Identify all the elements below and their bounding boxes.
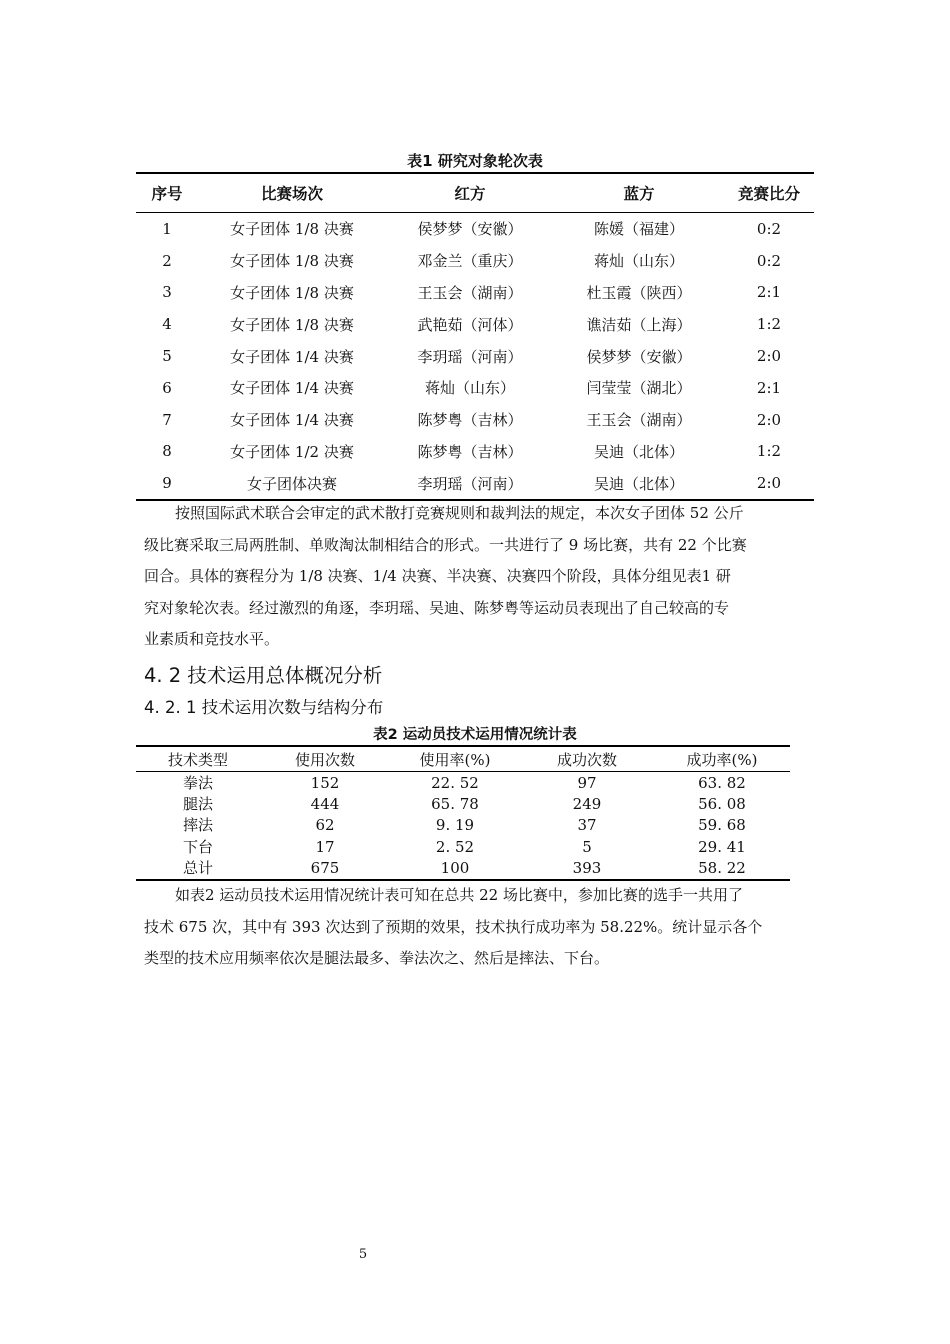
table-cell: 17: [315, 837, 335, 856]
paragraph-line: 如表2 运动员技术运用情况统计表可知在总共 22 场比赛中，参加比赛的选手一共用了: [175, 886, 743, 904]
table-row: [136, 436, 814, 468]
table-row: [136, 815, 790, 836]
paragraph-2: [144, 880, 810, 975]
table-cell: 女子团体 1/8 决赛: [230, 283, 354, 302]
table-cell: 97: [577, 773, 597, 792]
table-cell: 吴迪（北体）: [593, 442, 684, 461]
table-cell: 5: [582, 837, 592, 856]
table-cell: 6: [162, 378, 172, 397]
table-cell: 2: [162, 251, 172, 270]
table-cell: 22. 52: [431, 773, 479, 792]
table-cell: 37: [577, 816, 597, 835]
table-cell: 7: [162, 410, 172, 429]
table1-header-cell: 比赛场次: [198, 173, 386, 213]
table-cell: 249: [572, 795, 602, 814]
table-cell: 100: [440, 859, 470, 878]
table-cell: 总计: [182, 859, 213, 878]
table-cell: 1: [162, 219, 172, 238]
table-cell: 闫莹莹（湖北）: [586, 379, 692, 398]
table2-header-cell: 成功次数: [520, 746, 654, 772]
table-row: [136, 245, 814, 277]
table-cell: 8: [162, 442, 172, 461]
table-cell: 1:2: [756, 442, 782, 461]
table-cell: 2:1: [756, 378, 782, 397]
table-cell: 29. 41: [698, 837, 746, 856]
table2-header-cell: 技术类型: [136, 746, 260, 772]
table-cell: 3: [162, 283, 172, 302]
page-number: 5: [358, 1247, 368, 1262]
table-cell: 5: [162, 347, 172, 366]
table-cell: 2:0: [756, 474, 782, 493]
table-cell: 58. 22: [698, 859, 746, 878]
paragraph-line: 技术 675 次，其中有 393 次达到了预期的效果，技术执行成功率为 58.22%。统计显示各个: [144, 917, 763, 936]
table-cell: 武艳茹（河体）: [417, 315, 523, 334]
table1-header-cell: 序号: [136, 173, 198, 213]
table-cell: 李玥瑶（河南）: [417, 474, 523, 493]
table-cell: 谯洁茹（上海）: [586, 315, 692, 334]
table-cell: 56. 08: [698, 795, 746, 814]
table-cell: 393: [572, 859, 602, 878]
table-cell: 2:0: [756, 347, 782, 366]
table2: [136, 745, 790, 881]
table-row: [136, 372, 814, 404]
table-cell: 0:2: [756, 219, 782, 238]
paragraph-line: 回合。具体的赛程分为 1/8 决赛、1/4 决赛、半决赛、决赛四个阶段，具体分组见表1 研: [144, 567, 731, 585]
table-cell: 2. 52: [435, 837, 475, 856]
table-cell: 摔法: [182, 816, 213, 835]
table-cell: 女子团体 1/2 决赛: [230, 442, 354, 461]
table1: [136, 172, 814, 501]
table-cell: 女子团体 1/8 决赛: [230, 315, 354, 334]
table2-header-cell: 使用次数: [260, 746, 390, 772]
table-cell: 2:1: [756, 283, 782, 302]
table-cell: 侯梦梦（安徽）: [586, 347, 692, 366]
table-cell: 女子团体 1/4 决赛: [230, 379, 354, 398]
table-cell: 蒋灿（山东）: [593, 252, 684, 271]
paragraph-line: 类型的技术应用频率依次是腿法最多、拳法次之、然后是摔法、下台。: [144, 949, 610, 967]
table2-caption: 表2 运动员技术运用情况统计表: [373, 727, 577, 743]
table-row: [136, 467, 814, 500]
table1-header-row: [136, 173, 814, 213]
table-cell: 王玉会（湖南）: [417, 283, 523, 302]
table-row: [136, 404, 814, 436]
table-cell: 675: [310, 859, 340, 878]
paragraph-1: [144, 498, 810, 656]
table1-header-cell: 蓝方: [554, 173, 724, 213]
table-cell: 59. 68: [698, 816, 746, 835]
table-cell: 陈梦粤（吉林）: [417, 442, 523, 461]
table-cell: 152: [310, 773, 340, 792]
table-cell: 62: [315, 816, 335, 835]
table-cell: 4: [162, 315, 172, 334]
table-row: [136, 213, 814, 245]
section-heading-4-2: 4. 2 技术运用总体概况分析: [144, 664, 383, 687]
table2-header-cell: 成功率(%): [654, 746, 790, 772]
paragraph-line: 级比赛采取三局两胜制、单败淘汰制相结合的形式。一共进行了 9 场比赛，共有 22 个比赛: [144, 535, 747, 554]
table-cell: 65. 78: [431, 795, 479, 814]
table-cell: 63. 82: [698, 773, 746, 792]
table-cell: 1:2: [756, 315, 782, 334]
table-cell: 0:2: [756, 251, 782, 270]
paragraph-line: 按照国际武术联合会审定的武术散打竞赛规则和裁判法的规定，本次女子团体 52 公斤: [175, 504, 744, 522]
table-cell: 陈媛（福建）: [593, 220, 684, 239]
table-cell: 女子团体 1/8 决赛: [230, 252, 354, 271]
table-cell: 9: [162, 474, 172, 493]
table-cell: 杜玉霞（陕西）: [586, 283, 692, 302]
table-cell: 2:0: [756, 410, 782, 429]
table-row: [136, 793, 790, 814]
table-cell: 王玉会（湖南）: [586, 411, 692, 430]
table-row: [136, 277, 814, 309]
table-cell: 拳法: [182, 773, 213, 792]
table-row: [136, 858, 790, 880]
table-cell: 腿法: [182, 795, 213, 814]
table-cell: 女子团体 1/8 决赛: [230, 220, 354, 239]
table-cell: 陈梦粤（吉林）: [417, 411, 523, 430]
table-cell: 吴迪（北体）: [593, 474, 684, 493]
table1-header-cell: 红方: [386, 173, 554, 213]
paragraph-line: 业素质和竞技水平。: [144, 630, 280, 648]
table-cell: 9. 19: [435, 816, 475, 835]
paragraph-line: 究对象轮次表。经过激烈的角逐，李玥瑶、吴迪、陈梦粤等运动员表现出了自己较高的专: [144, 598, 730, 617]
table-row: [136, 340, 814, 372]
table2-header-cell: 使用率(%): [390, 746, 520, 772]
table-cell: 蒋灿（山东）: [424, 379, 515, 398]
table-cell: 女子团体 1/4 决赛: [230, 347, 354, 366]
table2-header-row: [136, 746, 790, 772]
table-cell: 侯梦梦（安徽）: [417, 220, 523, 239]
table-cell: 444: [310, 795, 340, 814]
table1-caption: 表1 研究对象轮次表: [407, 152, 543, 170]
table-row: [136, 836, 790, 857]
table-cell: 女子团体决赛: [246, 474, 337, 493]
table-cell: 李玥瑶（河南）: [417, 347, 523, 366]
table-row: [136, 308, 814, 340]
table-row: [136, 772, 790, 794]
table1-header-cell: 竞赛比分: [724, 173, 814, 213]
section-heading-4-2-1: 4. 2. 1 技术运用次数与结构分布: [144, 698, 384, 717]
table-cell: 下台: [182, 837, 213, 856]
table-cell: 邓金兰（重庆）: [417, 252, 523, 271]
table-cell: 女子团体 1/4 决赛: [230, 411, 354, 430]
